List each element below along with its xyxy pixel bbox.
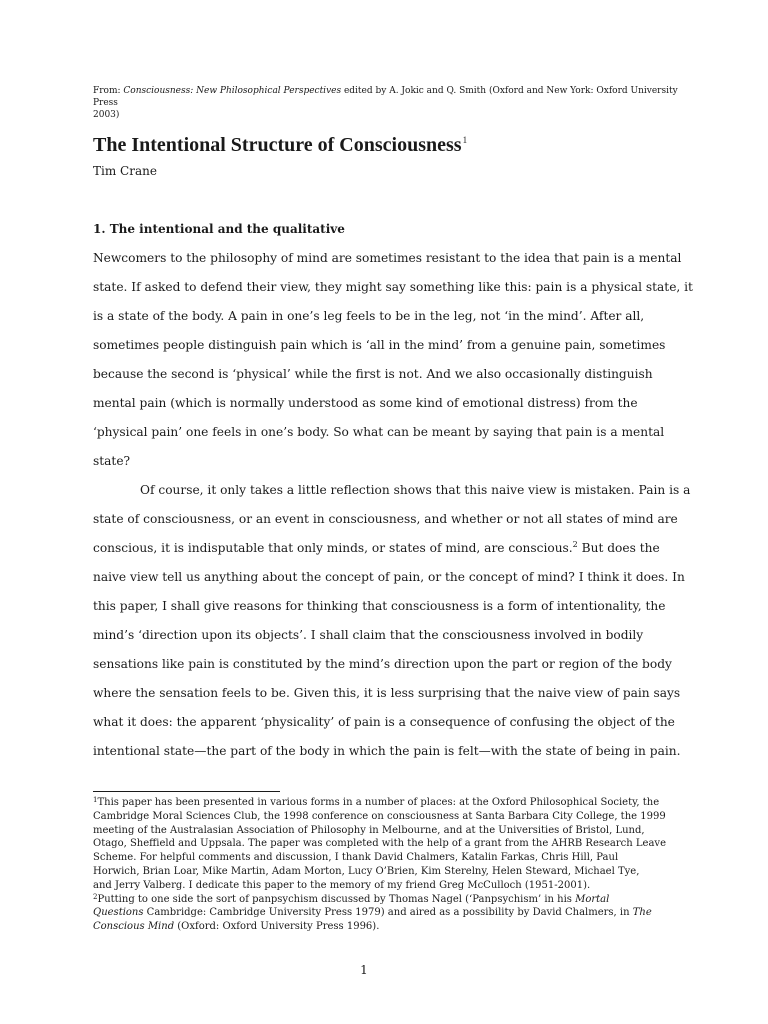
footnote-1-line: Otago, Sheffield and Uppsala. The paper was completed with the help of a grant from the AHRB Research Leave [93, 838, 666, 850]
footnote-1-line: Cambridge Moral Sciences Club, the 1998 conference on consciousness at Santa Barbara City College, the 1999 [93, 810, 666, 822]
footnote-1-text: This paper has been presented in various forms in a number of places: at the Oxford Philosophical Society, the [97, 797, 660, 808]
paper-title-text: The Intentional Structure of Consciousness [93, 134, 462, 156]
footnote-2-italic: Conscious Mind [93, 921, 175, 933]
footnote-2-line [93, 893, 678, 907]
footnote-2-line [93, 920, 678, 934]
body-line: state of consciousness, or an event in consciousness, and whether or not all states of mind are [93, 512, 678, 526]
footnote-2-line [93, 906, 678, 920]
page-number: 1 [360, 963, 368, 977]
footnote-1-line: meeting of the Australasian Association of Philosophy in Melbourne, and at the Universities of Bristol, Lund, [93, 824, 645, 836]
body-line: this paper, I shall give reasons for thinking that consciousness is a form of intentionality, the [93, 599, 666, 613]
title-footnote-marker[interactable]: 1 [462, 135, 468, 145]
source-citation [93, 85, 678, 121]
footnote-2-italic: The [632, 907, 652, 919]
footnote-1-line: Horwich, Brian Loar, Mike Martin, Adam Morton, Lucy O’Brien, Kim Sterelny, Helen Steward, Michael Tye, [93, 865, 640, 877]
footnote-1-line: and Jerry Valberg. I dedicate this paper to the memory of my friend Greg McCulloch (1951-2001). [93, 879, 591, 891]
footnotes [93, 796, 678, 934]
footnote-2-text: (Oxford: Oxford University Press 1996). [174, 921, 380, 933]
footnote-2-italic: Mortal [575, 893, 610, 905]
paper-title [93, 128, 467, 157]
footnote-2-marker: 2 [93, 892, 98, 901]
footnote-2-italic: Questions [93, 907, 144, 919]
footnote-divider [93, 791, 280, 792]
body-line-text: conscious, it is indisputable that only minds, or states of mind, are conscious. [93, 541, 573, 555]
section-heading: 1. The intentional and the qualitative [93, 222, 345, 236]
body-line: sometimes people distinguish pain which is ‘all in the mind’ from a genuine pain, sometimes [93, 338, 666, 352]
body-line-tail: But does the [577, 541, 660, 555]
source-line-1 [93, 85, 678, 109]
body-line: mental pain (which is normally understood as some kind of emotional distress) from the [93, 396, 638, 410]
body-line: because the second is ‘physical’ while the first is not. And we also occasionally distinguish [93, 367, 653, 381]
body-line: intentional state—the part of the body in which the pain is felt—with the state of being in pain. [93, 744, 681, 758]
footnote-2-text: Putting to one side the sort of panpsychism discussed by Thomas Nagel (‘Panpsychism’ in his [97, 893, 576, 905]
footnote-1-line: Scheme. For helpful comments and discussion, I thank David Chalmers, Katalin Farkas, Chris Hill, Paul [93, 852, 619, 864]
body-line: where the sensation feels to be. Given this, it is less surprising that the naive view of pain says [93, 686, 681, 700]
body-line: is a state of the body. A pain in one’s leg feels to be in the leg, not ‘in the mind’. After all, [93, 309, 645, 323]
source-prefix: From: [93, 86, 124, 96]
body-line: Newcomers to the philosophy of mind are sometimes resistant to the idea that pain is a mental [93, 251, 682, 265]
body-text [93, 244, 693, 766]
author-name: Tim Crane [93, 164, 157, 178]
footnote-2-text: Cambridge: Cambridge University Press 1979) and aired as a possibility by David Chalmers, in [143, 907, 633, 919]
source-book-title: Consciousness: New Philosophical Perspectives [123, 86, 342, 96]
body-line: ‘physical pain’ one feels in one’s body. So what can be meant by saying that pain is a mental [93, 425, 665, 439]
body-line: state? [93, 454, 131, 468]
body-line [93, 534, 678, 563]
body-line: what it does: the apparent ‘physicality’ of pain is a consequence of confusing the object of the [93, 715, 675, 729]
body-line: naive view tell us anything about the concept of pain, or the concept of mind? I think it does. In [93, 570, 685, 584]
footnote-1-marker: 1 [93, 796, 98, 804]
body-line: sensations like pain is constituted by the mind’s direction upon the part or region of the body [93, 657, 672, 671]
footnote-marker-2[interactable]: 2 [572, 540, 578, 549]
body-line: state. If asked to defend their view, they might say something like this: pain is a physical state, it [93, 280, 693, 294]
body-line-indented: Of course, it only takes a little reflection shows that this naive view is mistaken. Pain is a [140, 483, 691, 497]
body-line: mind’s ‘direction upon its objects’. I shall claim that the consciousness involved in bodily [93, 628, 644, 642]
source-line-2: 2003) [93, 110, 120, 120]
footnote-1-line [93, 796, 678, 810]
source-details: edited by A. Jokic and Q. Smith (Oxford and New York: Oxford University Press [93, 86, 678, 108]
